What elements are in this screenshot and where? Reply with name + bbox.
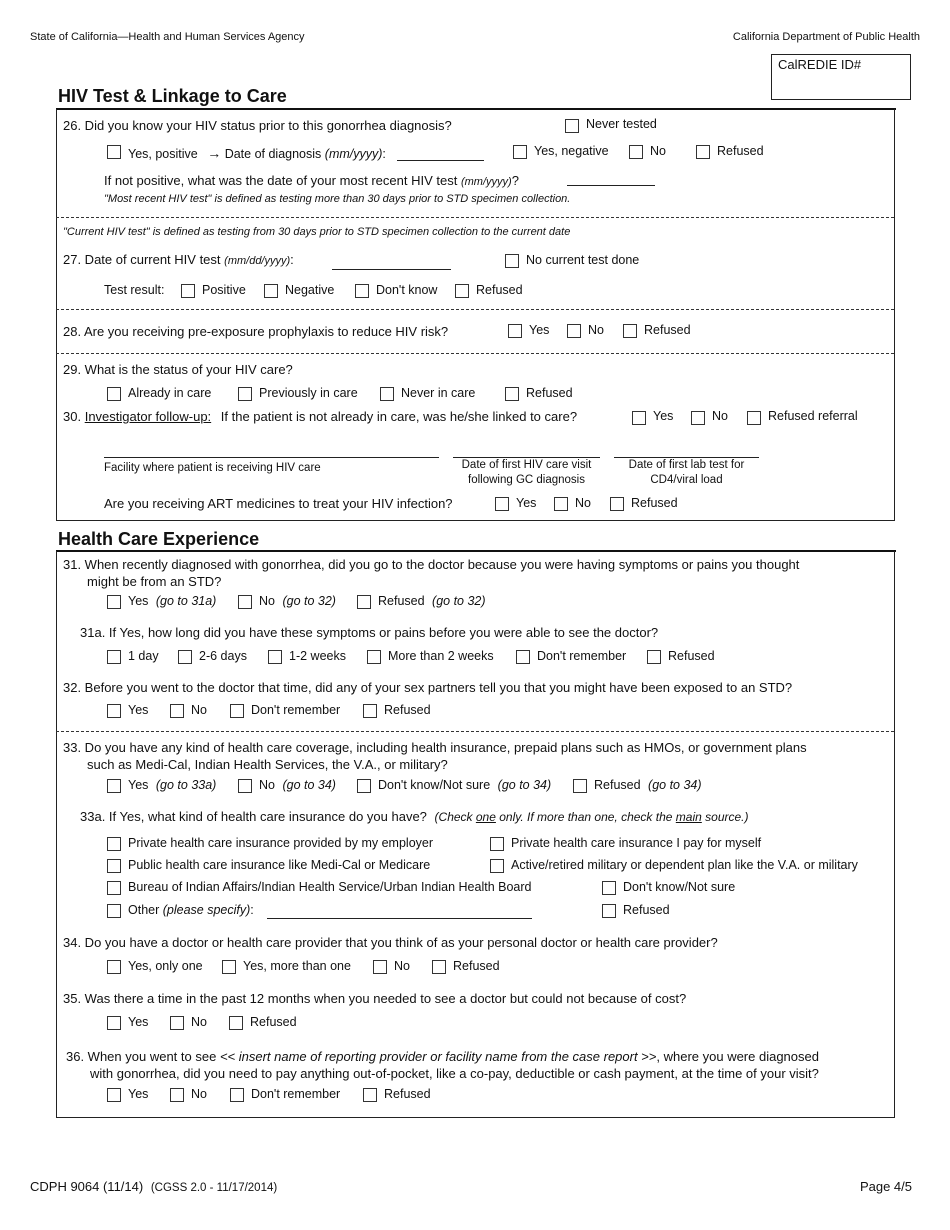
yes-text: Yes xyxy=(128,778,149,792)
q30-art-no-label: No xyxy=(575,496,591,510)
q36-dont-remember-label: Don't remember xyxy=(251,1087,341,1101)
q30-art-refused-label: Refused xyxy=(631,496,678,510)
q28-refused-label: Refused xyxy=(644,323,691,337)
q29-never-label: Never in care xyxy=(401,386,476,400)
divider xyxy=(56,731,894,732)
q27-date-input[interactable] xyxy=(332,269,451,270)
q26-refused-checkbox[interactable] xyxy=(696,145,710,159)
q31a-dont-remember-checkbox[interactable] xyxy=(516,650,530,664)
q31-yes-label xyxy=(128,594,216,608)
q27-no-current-checkbox[interactable] xyxy=(505,254,519,268)
q35-no-label: No xyxy=(191,1015,207,1029)
q33a-o7-checkbox[interactable] xyxy=(107,904,121,918)
q31a-more-2weeks-label: More than 2 weeks xyxy=(388,649,494,663)
q33a-other-specify-input[interactable] xyxy=(267,918,532,919)
other-spec: (please specify) xyxy=(162,903,251,917)
q35-yes-label: Yes xyxy=(128,1015,149,1029)
q30-refused-referral-checkbox[interactable] xyxy=(747,411,761,425)
q30-art-text: Are you receiving ART medicines to treat your HIV infection? xyxy=(104,496,453,511)
q26-no-label: No xyxy=(650,144,666,158)
q27-negative-label: Negative xyxy=(285,283,335,297)
cgss-version: (CGSS 2.0 - 11/17/2014) xyxy=(150,1182,278,1194)
date-diag-format: (mm/yyyy) xyxy=(324,147,383,161)
q30-question: If the patient is not already in care, was he/she linked to care? xyxy=(220,409,578,424)
q33-dont-know-label xyxy=(378,778,551,792)
q34-o2-label: Yes, more than one xyxy=(243,959,351,973)
q28-no-checkbox[interactable] xyxy=(567,324,581,338)
q33-yes-label xyxy=(128,778,216,792)
q31a-refused-checkbox[interactable] xyxy=(647,650,661,664)
form-number xyxy=(30,1179,277,1194)
first-lab-line2: CD4/viral load xyxy=(650,474,723,486)
q28-yes-label: Yes xyxy=(529,323,550,337)
q33a-instruction xyxy=(435,810,749,824)
q30-text xyxy=(63,409,577,424)
q33-line1: 33. Do you have any kind of health care coverage, including health insurance, prepaid plans such as HMOs, or government plans xyxy=(63,740,807,755)
q36-line2: with gonorrhea, did you need to pay anything out-of-pocket, like a co-pay, deductible or cash payment, at the time of your visit? xyxy=(90,1066,819,1081)
q35-refused-label: Refused xyxy=(250,1015,297,1029)
q33a-o8-checkbox[interactable] xyxy=(602,904,616,918)
q36-yes-label: Yes xyxy=(128,1087,149,1101)
q36-no-label: No xyxy=(191,1087,207,1101)
calredie-id-label: CalREDIE ID# xyxy=(778,57,862,72)
go-to: (go to 32) xyxy=(432,594,486,608)
q34-o1-label: Yes, only one xyxy=(128,959,203,973)
q34-o4-checkbox[interactable] xyxy=(432,960,446,974)
q33a-o5-checkbox[interactable] xyxy=(107,881,121,895)
colon: : xyxy=(250,903,254,917)
inst-one: one xyxy=(475,810,496,824)
department-header: California Department of Public Health xyxy=(732,31,920,43)
q27-positive-checkbox[interactable] xyxy=(181,284,195,298)
divider xyxy=(56,309,894,310)
refused-text: Refused xyxy=(378,594,425,608)
q31-line2: might be from an STD? xyxy=(87,574,222,589)
q33a-o1-label: Private health care insurance provided by my employer xyxy=(128,836,434,850)
q26-diagnosis-date-input[interactable] xyxy=(397,160,484,161)
first-lab-line1: Date of first lab test for xyxy=(628,459,745,471)
q26-never-tested-label: Never tested xyxy=(586,117,657,131)
q32-refused-checkbox[interactable] xyxy=(363,704,377,718)
q31a-1day-label: 1 day xyxy=(128,649,159,663)
q33a-o6-label: Don't know/Not sure xyxy=(623,880,736,894)
q35-text: 35. Was there a time in the past 12 months when you needed to see a doctor but could not because of cost? xyxy=(63,991,687,1006)
inst-main: main xyxy=(675,810,702,824)
q31a-1-2weeks-checkbox[interactable] xyxy=(268,650,282,664)
q26-yes-positive-checkbox[interactable] xyxy=(107,145,121,159)
q30-first-lab-label xyxy=(614,458,759,488)
q29-refused-checkbox[interactable] xyxy=(505,387,519,401)
q29-text: 29. What is the status of your HIV care? xyxy=(63,362,293,377)
q33a-text xyxy=(80,809,749,824)
q36-yes-checkbox[interactable] xyxy=(107,1088,121,1102)
q26-note: "Most recent HIV test" is defined as testing more than 30 days prior to STD specimen collection. xyxy=(104,193,571,205)
colon: : xyxy=(290,252,294,267)
q36-dont-remember-checkbox[interactable] xyxy=(230,1088,244,1102)
q34-text: 34. Do you have a doctor or health care provider that you think of as your personal doctor or health care provider? xyxy=(63,935,718,950)
q36-refused-label: Refused xyxy=(384,1087,431,1101)
q32-refused-label: Refused xyxy=(384,703,431,717)
inst-b: only. If more than one, check the xyxy=(495,810,676,824)
q27-negative-checkbox[interactable] xyxy=(264,284,278,298)
q27-text xyxy=(63,252,294,267)
q33-no-checkbox[interactable] xyxy=(238,779,252,793)
recent-format: (mm/yyyy) xyxy=(460,176,512,188)
q26-yes-negative-checkbox[interactable] xyxy=(513,145,527,159)
q30-facility-label: Facility where patient is receiving HIV care xyxy=(104,462,321,474)
q31a-more-2weeks-checkbox[interactable] xyxy=(367,650,381,664)
q27-dont-know-checkbox[interactable] xyxy=(355,284,369,298)
q33a-o7-label xyxy=(128,903,254,917)
q28-no-label: No xyxy=(588,323,604,337)
go-to: (go to 34) xyxy=(282,778,336,792)
q33a-o2-checkbox[interactable] xyxy=(490,837,504,851)
q27-dont-know-label: Don't know xyxy=(376,283,438,297)
q33a-o3-checkbox[interactable] xyxy=(107,859,121,873)
q33-yes-checkbox[interactable] xyxy=(107,779,121,793)
q27-refused-checkbox[interactable] xyxy=(455,284,469,298)
q36-b: , where you were diagnosed xyxy=(656,1049,819,1064)
q26-refused-label: Refused xyxy=(717,144,764,158)
q29-previously-checkbox[interactable] xyxy=(238,387,252,401)
q30-first-visit-label xyxy=(453,458,600,488)
q30-yes-label: Yes xyxy=(653,409,674,423)
q30-refused-referral-label: Refused referral xyxy=(768,409,858,423)
no-text: No xyxy=(259,594,275,608)
q36-line1 xyxy=(66,1049,819,1064)
q29-already-label: Already in care xyxy=(128,386,212,400)
arrow-icon: → xyxy=(207,145,222,161)
q28-yes-checkbox[interactable] xyxy=(508,324,522,338)
date-diag-text: Date of diagnosis xyxy=(224,147,322,161)
q27-no-current-label: No current test done xyxy=(526,253,640,267)
q27-positive-label: Positive xyxy=(202,283,246,297)
go-to: (go to 31a) xyxy=(155,594,217,608)
yes-positive-text: Yes, positive xyxy=(128,147,198,161)
page-number: Page 4/5 xyxy=(859,1179,912,1194)
q36-a: 36. When you went to see xyxy=(66,1049,220,1064)
q26-recent-test-text xyxy=(104,173,519,188)
q36-refused-checkbox[interactable] xyxy=(363,1088,377,1102)
q34-o2-checkbox[interactable] xyxy=(222,960,236,974)
q33-no-label xyxy=(259,778,336,792)
q34-o4-label: Refused xyxy=(453,959,500,973)
q31-refused-checkbox[interactable] xyxy=(357,595,371,609)
q33a-o4-checkbox[interactable] xyxy=(490,859,504,873)
q26-never-tested-checkbox[interactable] xyxy=(565,119,579,133)
q33a-o3-label: Public health care insurance like Medi-Cal or Medicare xyxy=(128,858,431,872)
q35-no-checkbox[interactable] xyxy=(170,1016,184,1030)
refused-text: Refused xyxy=(594,778,641,792)
q30-investigator-label: Investigator follow-up: xyxy=(84,409,212,424)
divider xyxy=(56,217,894,218)
q29-refused-label: Refused xyxy=(526,386,573,400)
q30-art-yes-checkbox[interactable] xyxy=(495,497,509,511)
q31-no-checkbox[interactable] xyxy=(238,595,252,609)
q33a-o5-label: Bureau of Indian Affairs/Indian Health Service/Urban Indian Health Board xyxy=(128,880,532,894)
q31a-2-6days-label: 2-6 days xyxy=(199,649,247,663)
q33-refused-checkbox[interactable] xyxy=(573,779,587,793)
go-to: (go to 34) xyxy=(497,778,552,792)
question-mark: ? xyxy=(511,173,519,188)
q32-no-checkbox[interactable] xyxy=(170,704,184,718)
recent-text: If not positive, what was the date of your most recent HIV test xyxy=(104,173,458,188)
q27-refused-label: Refused xyxy=(476,283,523,297)
q35-yes-checkbox[interactable] xyxy=(107,1016,121,1030)
q34-o1-checkbox[interactable] xyxy=(107,960,121,974)
q32-yes-label: Yes xyxy=(128,703,149,717)
q30-facility-input[interactable] xyxy=(104,457,439,458)
q31a-text: 31a. If Yes, how long did you have these symptoms or pains before you were able to see the doctor? xyxy=(80,625,659,640)
q36-insert: << insert name of reporting provider or facility name from the case report >> xyxy=(219,1049,657,1064)
q33-line2: such as Medi-Cal, Indian Health Services, the V.A., or military? xyxy=(87,757,448,772)
form-id: CDPH 9064 (11/14) xyxy=(30,1179,144,1194)
q33a-o1-checkbox[interactable] xyxy=(107,837,121,851)
q27-note: "Current HIV test" is defined as testing from 30 days prior to STD specimen collection to the current date xyxy=(63,226,571,238)
inst-c: source.) xyxy=(701,810,749,824)
go-to: (go to 34) xyxy=(648,778,702,792)
q32-dont-remember-checkbox[interactable] xyxy=(230,704,244,718)
q30-number: 30. xyxy=(63,409,82,424)
q29-never-checkbox[interactable] xyxy=(380,387,394,401)
q31-refused-label xyxy=(378,594,486,608)
q31a-1day-checkbox[interactable] xyxy=(107,650,121,664)
q33-refused-label xyxy=(594,778,702,792)
other-text: Other xyxy=(128,903,160,917)
q33a-question: 33a. If Yes, what kind of health care insurance do you have? xyxy=(80,809,427,824)
go-to: (go to 32) xyxy=(282,594,336,608)
q30-no-label: No xyxy=(712,409,728,423)
agency-header: State of California—Health and Human Services Agency xyxy=(30,31,305,43)
q30-art-no-checkbox[interactable] xyxy=(554,497,568,511)
q33-dont-know-checkbox[interactable] xyxy=(357,779,371,793)
q34-o3-label: No xyxy=(394,959,410,973)
q33a-o2-label: Private health care insurance I pay for myself xyxy=(511,836,762,850)
q26-recent-test-date-input[interactable] xyxy=(567,185,655,186)
q31a-dont-remember-label: Don't remember xyxy=(537,649,627,663)
q26-yes-negative-label: Yes, negative xyxy=(534,144,609,158)
q28-text: 28. Are you receiving pre-exposure prophylaxis to reduce HIV risk? xyxy=(63,324,449,339)
q26-yes-positive-label xyxy=(128,145,386,161)
section-title-hiv: HIV Test & Linkage to Care xyxy=(58,86,287,106)
q30-no-checkbox[interactable] xyxy=(691,411,705,425)
q36-no-checkbox[interactable] xyxy=(170,1088,184,1102)
q32-yes-checkbox[interactable] xyxy=(107,704,121,718)
q27-format: (mm/dd/yyyy) xyxy=(224,255,291,267)
q31-yes-checkbox[interactable] xyxy=(107,595,121,609)
q31-no-label xyxy=(259,594,336,608)
calredie-id-field[interactable] xyxy=(771,54,911,100)
colon: : xyxy=(382,147,386,161)
q31a-2-6days-checkbox[interactable] xyxy=(178,650,192,664)
q32-no-label: No xyxy=(191,703,207,717)
q33a-o8-label: Refused xyxy=(623,903,670,917)
q26-no-checkbox[interactable] xyxy=(629,145,643,159)
q34-o3-checkbox[interactable] xyxy=(373,960,387,974)
inst-a: (Check xyxy=(434,810,476,824)
q30-yes-checkbox[interactable] xyxy=(632,411,646,425)
yes-text: Yes xyxy=(128,594,149,608)
q31-line1: 31. When recently diagnosed with gonorrhea, did you go to the doctor because you were having symptoms or pains you thought xyxy=(63,557,800,572)
q33a-o6-checkbox[interactable] xyxy=(602,881,616,895)
no-text: No xyxy=(259,778,275,792)
q31a-refused-label: Refused xyxy=(668,649,715,663)
q26-text: 26. Did you know your HIV status prior to this gonorrhea diagnosis? xyxy=(63,118,452,133)
section-title-health-care: Health Care Experience xyxy=(58,529,260,549)
q33a-o4-label: Active/retired military or dependent plan like the V.A. or military xyxy=(511,858,858,872)
q30-art-refused-checkbox[interactable] xyxy=(610,497,624,511)
dk-text: Don't know/Not sure xyxy=(378,778,491,792)
q31a-1-2weeks-label: 1-2 weeks xyxy=(289,649,346,663)
q28-refused-checkbox[interactable] xyxy=(623,324,637,338)
go-to: (go to 33a) xyxy=(155,778,217,792)
first-visit-line2: following GC diagnosis xyxy=(468,474,585,486)
q30-art-yes-label: Yes xyxy=(516,496,537,510)
q29-already-checkbox[interactable] xyxy=(107,387,121,401)
q27-label: 27. Date of current HIV test xyxy=(63,252,221,267)
q32-dont-remember-label: Don't remember xyxy=(251,703,341,717)
q32-text: 32. Before you went to the doctor that time, did any of your sex partners tell you that you might have been exposed to an STD? xyxy=(63,680,793,695)
q35-refused-checkbox[interactable] xyxy=(229,1016,243,1030)
q27-result-label: Test result: xyxy=(104,283,165,297)
divider xyxy=(56,353,894,354)
first-visit-line1: Date of first HIV care visit xyxy=(461,459,592,471)
q29-previously-label: Previously in care xyxy=(259,386,358,400)
